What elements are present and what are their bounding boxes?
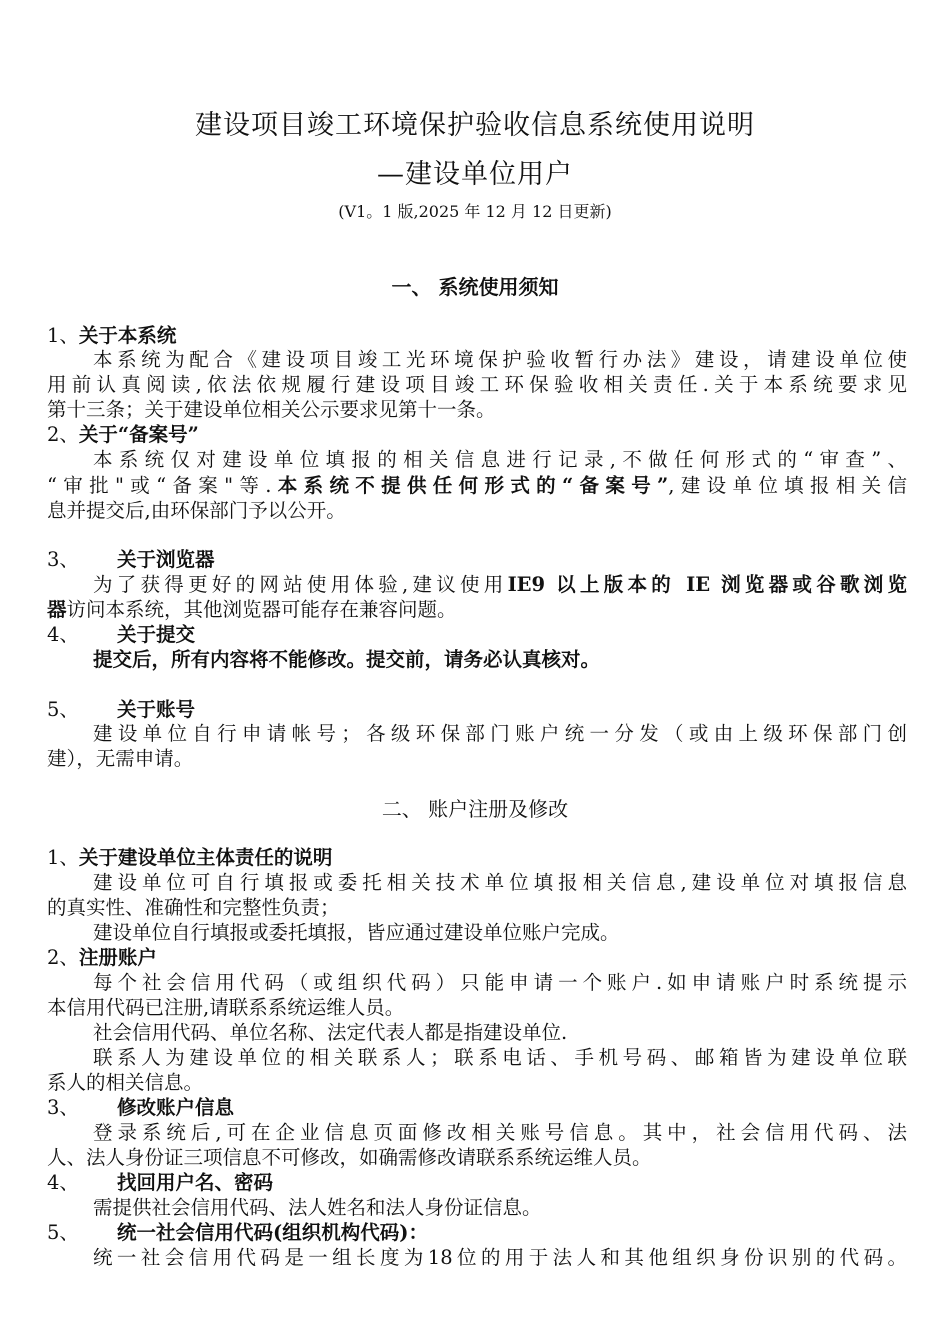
s2-item2-line2: 本信用代码已注册,请联系系统运维人员。 [47, 996, 405, 1019]
s2-item1-line1: 建设单位可自行填报或委托相关技术单位填报相关信息,建设单位对填报信息 [93, 871, 907, 894]
s1-item2-title: 关于“备案号” [78, 423, 199, 446]
s1-item1-line1: 本系统为配合《建设项目竣工光环境保护验收暂行办法》建设，请建设单位使 [93, 348, 907, 371]
s1-item3-line1-start: 为了获得更好的网站使用体验,建议使用 [93, 573, 508, 596]
s1-item3-line2 [47, 598, 907, 622]
s2-item4-number: 4、 [47, 1171, 79, 1194]
s2-item5-heading [47, 1221, 907, 1245]
section-2-heading: 二、 账户注册及修改 [381, 797, 569, 821]
s1-item3-heading [47, 548, 907, 572]
s1-item2-line2-bold: 本系统不提供任何形式的“备案号” [271, 474, 669, 497]
s2-item3-heading [47, 1096, 907, 1120]
s1-item4-heading [47, 623, 907, 647]
s2-item4-title: 找回用户名、密码 [117, 1171, 274, 1194]
s2-item2-number: 2、 [47, 946, 79, 969]
s1-item4-number: 4、 [47, 623, 79, 646]
s1-item3-line1-bold: IE9 以上版本的 IE 浏览器或谷歌浏览 [507, 573, 908, 596]
s2-item2-line4: 联系人为建设单位的相关联系人；联系电话、手机号码、邮箱皆为建设单位联 [93, 1046, 907, 1069]
s2-item5-number: 5、 [47, 1221, 79, 1244]
s1-item2-line2-start: “审批"或“备案"等. [47, 474, 272, 497]
s2-item3-line1: 登录系统后,可在企业信息页面修改相关账号信息。其中，社会信用代码、法 [93, 1121, 907, 1144]
s1-item2-line3: 息并提交后,由环保部门予以公开。 [47, 499, 346, 522]
s1-item1-number: 1、 [47, 324, 79, 347]
s1-item3-line2-bold: 器 [47, 598, 67, 621]
s2-item2-line5: 系人的相关信息。 [47, 1071, 204, 1094]
s1-item5-line1: 建设单位自行申请帐号；各级环保部门账户统一分发（或由上级环保部门创 [93, 722, 907, 745]
s1-item1-line2: 用前认真阅读,依法依规履行建设项目竣工环保验收相关责任.关于本系统要求见 [47, 373, 907, 396]
s2-item5-title: 统一社会信用代码(组织机构代码)： [117, 1221, 428, 1244]
s2-item3-title: 修改账户信息 [117, 1096, 235, 1119]
s2-item3-line2: 人、法人身份证三项信息不可修改，如确需修改请联系系统运维人员。 [47, 1146, 652, 1169]
s2-item1-line2: 的真实性、准确性和完整性负责； [47, 896, 340, 919]
s1-item3-number: 3、 [47, 548, 79, 571]
s1-item2-line2-end: ,建设单位填报相关信 [668, 474, 908, 497]
document-subtitle: —建设单位用户 [377, 159, 573, 190]
s1-item2-heading [47, 423, 907, 447]
s1-item2-line1: 本系统仅对建设单位填报的相关信息进行记录,不做任何形式的“审查”、 [93, 448, 907, 471]
s1-item5-line2: 建），无需申请。 [47, 747, 194, 770]
s1-item1-line3: 第十三条；关于建设单位相关公示要求见第十一条。 [47, 398, 496, 421]
s1-item2-number: 2、 [47, 423, 79, 446]
s1-item4-line1: 提交后，所有内容将不能修改。提交前，请务必认真核对。 [93, 648, 601, 671]
s2-item2-line3: 社会信用代码、单位名称、法定代表人都是指建设单位. [93, 1021, 568, 1044]
s2-item1-line3: 建设单位自行填报或委托填报，皆应通过建设单位账户完成。 [93, 921, 620, 944]
s2-item3-number: 3、 [47, 1096, 79, 1119]
s1-item5-title: 关于账号 [117, 698, 196, 721]
s1-item4-title: 关于提交 [117, 623, 196, 646]
s2-item5-line1: 统一社会信用代码是一组长度为18位的用于法人和其他组织身份识别的代码。 [93, 1246, 907, 1269]
s1-item1-title: 关于本系统 [78, 324, 177, 347]
s1-item3-line2-end: 访问本系统，其他浏览器可能存在兼容问题。 [66, 598, 457, 621]
s2-item2-line1: 每个社会信用代码（或组织代码）只能申请一个账户.如申请账户时系统提示 [93, 971, 907, 994]
s2-item1-number: 1、 [47, 846, 79, 869]
s2-item4-line1: 需提供社会信用代码、法人姓名和法人身份证信息。 [93, 1196, 542, 1219]
version-note: (V1。1 版,2025 年 12 月 12 日更新) [338, 202, 612, 221]
s1-item3-line1 [93, 573, 907, 597]
s2-item2-heading [47, 946, 907, 970]
section-1-heading: 一、 系统使用须知 [391, 275, 559, 299]
document-title: 建设项目竣工环境保护验收信息系统使用说明 [195, 110, 755, 141]
s1-item5-number: 5、 [47, 698, 79, 721]
s1-item5-heading [47, 698, 907, 722]
s2-item1-title: 关于建设单位主体责任的说明 [78, 846, 333, 869]
s1-item2-line2 [47, 474, 907, 498]
s2-item2-title: 注册账户 [78, 946, 157, 969]
s1-item1-heading [47, 324, 907, 348]
s2-item1-heading [47, 846, 907, 870]
s2-item4-heading [47, 1171, 907, 1195]
s1-item3-title: 关于浏览器 [117, 548, 215, 571]
